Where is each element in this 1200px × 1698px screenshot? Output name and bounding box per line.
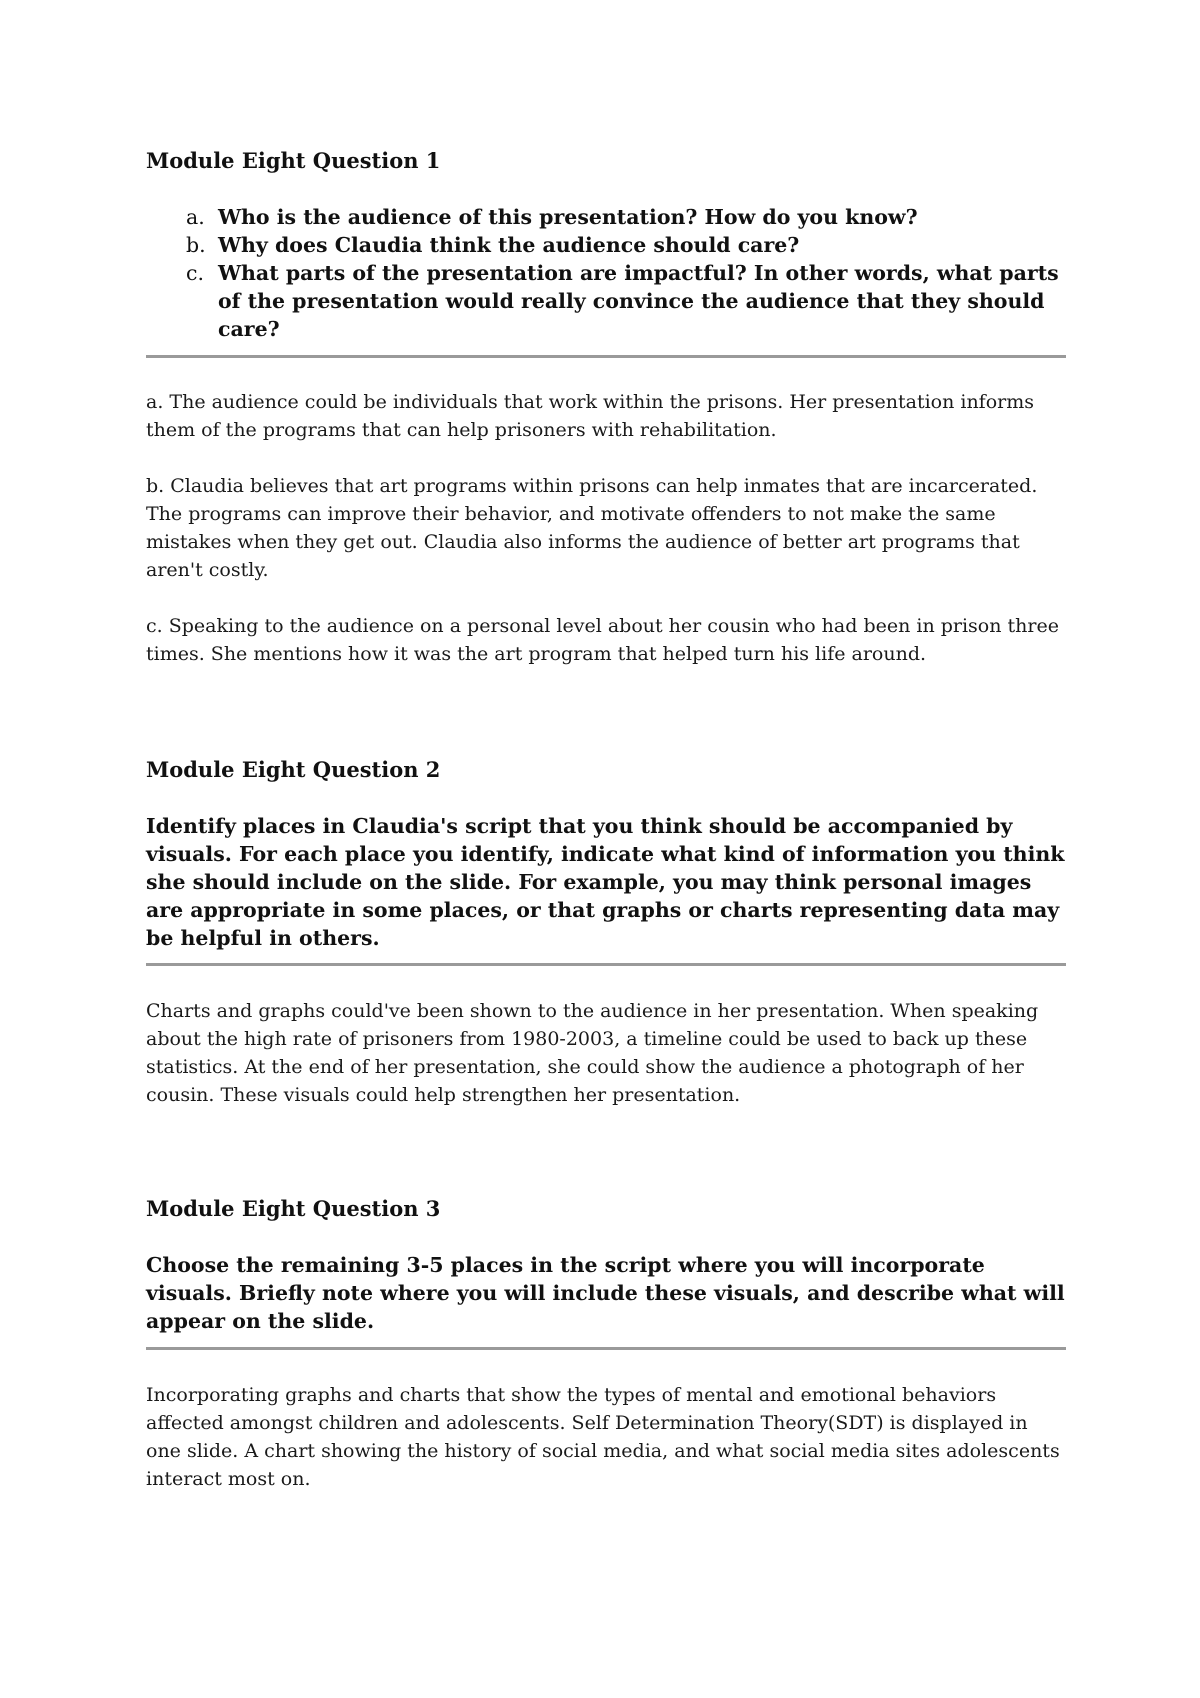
- q2-answer-block: [146, 997, 1066, 1109]
- q1-section: [146, 147, 1066, 175]
- q1-answer-c: c. Speaking to the audience on a personal level about her cousin who had been in prison three times. She mentions how it was the art program that helped turn his life around.: [146, 615, 1059, 665]
- q2-heading: Module Eight Question 2: [146, 757, 441, 782]
- q1-answer-b: b. Claudia believes that art programs within prisons can help inmates that are incarcerated. The programs can improve their behavior, and motivate offenders to not make the same mistakes when they get out. Claudia also informs the audience of better art programs that aren't costly.: [146, 475, 1038, 581]
- q1-item-b: [146, 231, 1066, 259]
- q1-item-b-marker: b.: [186, 233, 206, 257]
- q3-answer-block: [146, 1381, 1066, 1493]
- q3-heading-block: [146, 1195, 1066, 1223]
- q1-item-a-text: Who is the audience of this presentation? How do you know?: [218, 205, 918, 229]
- q1-item-c-text: What parts of the presentation are impactful? In other words, what parts of the presentation would really convince the audience that they should care?: [218, 261, 1059, 341]
- q1-item-b-text: Why does Claudia think the audience should care?: [218, 233, 800, 257]
- q1-answer-c-block: [146, 612, 1066, 668]
- q3-prompt: Choose the remaining 3-5 places in the script where you will incorporate visuals. Briefly note where you will include these visuals, and describe what will appear on the slide.: [146, 1253, 1065, 1333]
- q2-prompt-block: [146, 812, 1066, 952]
- q1-item-c-marker: c.: [186, 261, 204, 285]
- q1-answer-a-block: [146, 388, 1066, 444]
- q1-answer-divider: [146, 355, 1066, 358]
- q1-item-a: [146, 203, 1066, 231]
- q2-answer: Charts and graphs could've been shown to the audience in her presentation. When speaking about the high rate of prisoners from 1980-2003, a timeline could be used to back up these statistics. At the end of her presentation, she could show the audience a photograph of her cousin. These visuals could help strengthen her presentation.: [146, 1000, 1039, 1106]
- q1-answer-b-block: [146, 472, 1066, 584]
- q1-answer-a: a. The audience could be individuals that work within the prisons. Her presentation informs them of the programs that can help prisoners with rehabilitation.: [146, 391, 1034, 441]
- q1-question-list: [146, 203, 1066, 343]
- q3-answer-divider: [146, 1347, 1066, 1350]
- q1-item-a-marker: a.: [186, 205, 205, 229]
- q3-prompt-block: [146, 1251, 1066, 1335]
- q2-heading-block: [146, 756, 1066, 784]
- q1-heading: Module Eight Question 1: [146, 148, 441, 173]
- q3-answer: Incorporating graphs and charts that show the types of mental and emotional behaviors affected amongst children and adolescents. Self Determination Theory(SDT) is displayed in one slide. A chart showing the history of social media, and what social media sites adolescents interact most on.: [146, 1384, 1060, 1490]
- q2-prompt: Identify places in Claudia's script that you think should be accompanied by visuals. For each place you identify, indicate what kind of information you think she should include on the slide. For example, you may think personal images are appropriate in some places, or that graphs or charts representing data may be helpful in others.: [146, 814, 1065, 950]
- q3-heading: Module Eight Question 3: [146, 1196, 441, 1221]
- q2-answer-divider: [146, 963, 1066, 966]
- q1-item-c: [146, 259, 1066, 343]
